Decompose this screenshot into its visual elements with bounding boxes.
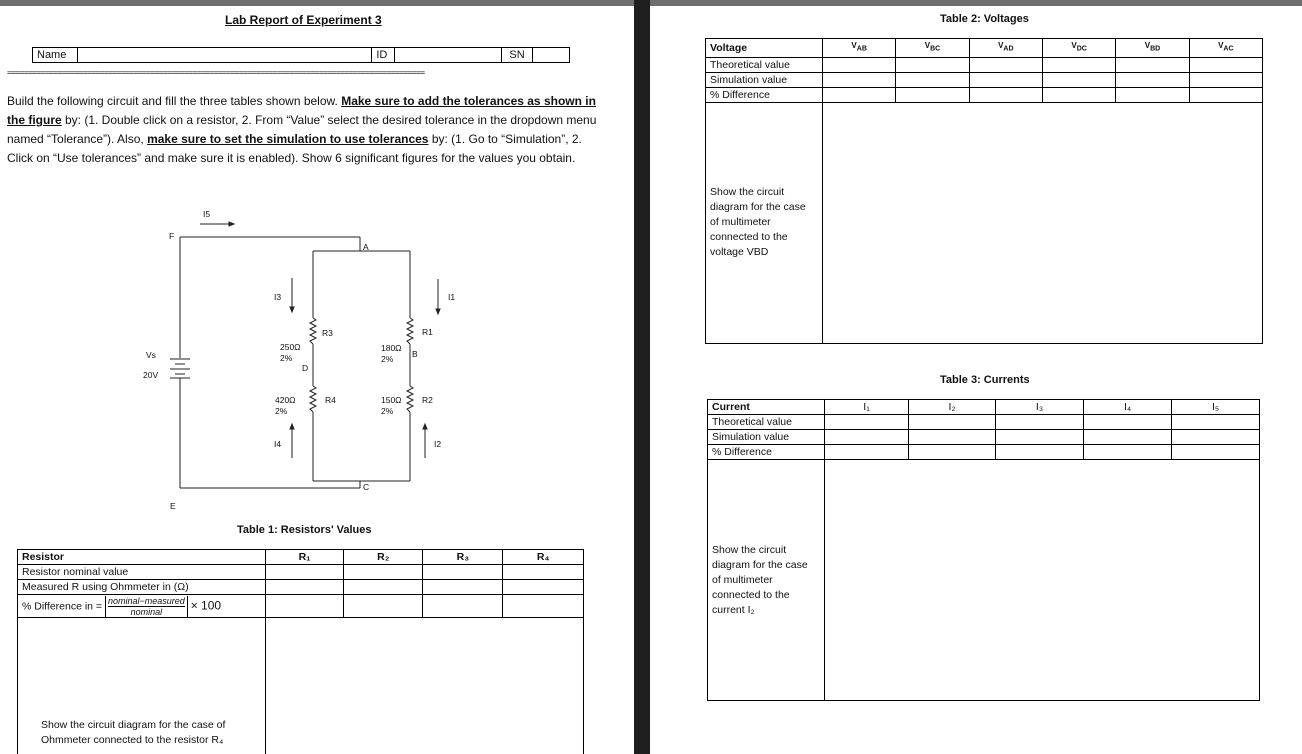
r4-name-label: R4 xyxy=(325,395,336,405)
table2-cell[interactable] xyxy=(896,87,969,102)
fraction-numerator: nominal−measured xyxy=(107,595,185,606)
table2-cell[interactable] xyxy=(1116,57,1189,72)
table1-cell[interactable] xyxy=(344,565,423,580)
r4-value-label: 420Ω xyxy=(275,395,296,405)
instructions-text-3: by: (1. Go to “Simulation”, 2. Click on “Use tolerances” and make sure it is enabled). Show 6 significant figures for the values you obtain. xyxy=(7,132,582,165)
table3-cell[interactable] xyxy=(1084,445,1172,460)
current-i4-label: I4 xyxy=(274,439,282,449)
left-page xyxy=(0,6,634,754)
table1-cell[interactable] xyxy=(423,565,503,580)
table1-cell[interactable] xyxy=(503,595,584,618)
table1-cell[interactable] xyxy=(344,595,423,618)
current-i5-label: I5 xyxy=(203,209,211,219)
table1-cell[interactable] xyxy=(266,595,344,618)
table1-cell[interactable] xyxy=(266,565,344,580)
sn-label: SN xyxy=(502,48,533,63)
table1-drawing-area[interactable] xyxy=(266,618,584,754)
page-divider xyxy=(634,0,650,754)
table1-header: Resistor xyxy=(18,550,266,565)
node-d-label: D xyxy=(302,363,309,373)
r4-tolerance-label: 2% xyxy=(275,406,288,416)
table2-row-label: Theoretical value xyxy=(706,57,823,72)
right-page xyxy=(650,6,1302,754)
table1-col-r1: R₁ xyxy=(266,550,344,565)
table3-cell[interactable] xyxy=(1172,445,1260,460)
table3-cell[interactable] xyxy=(1084,415,1172,430)
table3-note: Show the circuit diagram for the case of multimeter connected to the current I₂ xyxy=(712,543,808,616)
table2-cell[interactable] xyxy=(823,72,896,87)
table1-cell[interactable] xyxy=(423,595,503,618)
table1-cell[interactable] xyxy=(503,580,584,595)
current-i3-label: I3 xyxy=(274,292,282,302)
table3-note-cell xyxy=(708,460,825,701)
r1-name-label: R1 xyxy=(422,327,433,337)
table2-row-label: % Difference xyxy=(706,87,823,102)
source-name-label: Vs xyxy=(146,350,156,360)
table3-col-i5: I₅ xyxy=(1172,400,1260,415)
circuit-diagram xyxy=(0,6,634,526)
table3-cell[interactable] xyxy=(995,415,1083,430)
table2-col-vbd: $V_{BD}$ xyxy=(1116,39,1189,58)
table3-header: Current xyxy=(708,400,825,415)
table2-cell[interactable] xyxy=(1042,87,1115,102)
table1-note: Show the circuit diagram for the case of Ohmmeter connected to the resistor R₄ xyxy=(41,719,226,746)
diff-formula-text: % Difference in = xyxy=(22,599,103,612)
table2-header: Voltage xyxy=(706,39,823,58)
table2-col-vad: $V_{AD}$ xyxy=(969,39,1042,58)
table2-col-vac: $V_{AC}$ xyxy=(1189,39,1262,58)
resistor-r3-symbol xyxy=(310,318,316,344)
table1-cell[interactable] xyxy=(503,565,584,580)
table2-voltages xyxy=(705,38,1263,344)
table1-diff-label xyxy=(18,595,266,618)
r1-value-label: 180Ω xyxy=(381,343,402,353)
table3-cell[interactable] xyxy=(1172,415,1260,430)
table1-col-r4: R₄ xyxy=(503,550,584,565)
table3-currents xyxy=(707,399,1260,701)
table2-cell[interactable] xyxy=(1189,57,1262,72)
instructions-emphasis-2: make sure to set the simulation to use tolerances xyxy=(147,132,429,146)
table2-col-vbc: $V_{BC}$ xyxy=(896,39,969,58)
table3-col-i2: I₂ xyxy=(909,400,996,415)
current-i1-label: I1 xyxy=(448,292,456,302)
resistor-r4-symbol xyxy=(310,386,316,412)
table2-cell[interactable] xyxy=(823,87,896,102)
node-b-label: B xyxy=(412,349,418,359)
table3-cell[interactable] xyxy=(909,445,996,460)
id-label: ID xyxy=(372,48,395,63)
table2-cell[interactable] xyxy=(1042,57,1115,72)
node-a-label: A xyxy=(363,242,369,252)
table3-cell[interactable] xyxy=(909,430,996,445)
table3-row-label: Simulation value xyxy=(708,430,825,445)
table2-cell[interactable] xyxy=(969,87,1042,102)
current-i2-label: I2 xyxy=(434,439,442,449)
table2-cell[interactable] xyxy=(1116,72,1189,87)
diff-formula-fraction xyxy=(105,596,188,617)
separator-line: =================================================================================================== xyxy=(7,68,425,77)
instructions-text-2: by: (1. Double click on a resistor, 2. From “Value” select the desired tolerance in the dropdown menu named “Tolerance”). Also, xyxy=(7,113,597,146)
table1-col-r3: R₃ xyxy=(423,550,503,565)
source-value-label: 20V xyxy=(143,370,159,380)
table2-note: Show the circuit diagram for the case of multimeter connected to the voltage VBD xyxy=(710,186,806,259)
table1-row-label: Measured R using Ohmmeter in (Ω) xyxy=(18,580,266,595)
table3-col-i3: I₃ xyxy=(995,400,1083,415)
table3-title: Table 3: Currents xyxy=(940,374,1030,386)
resistor-r1-symbol xyxy=(407,318,413,344)
table3-col-i1: I₁ xyxy=(825,400,909,415)
node-e-label: E xyxy=(170,501,176,511)
table3-row-label: Theoretical value xyxy=(708,415,825,430)
report-title: Lab Report of Experiment 3 xyxy=(225,13,382,27)
table2-cell[interactable] xyxy=(1116,87,1189,102)
table1-title: Table 1: Resistors' Values xyxy=(237,524,372,536)
table2-cell[interactable] xyxy=(969,57,1042,72)
name-label: Name xyxy=(33,48,78,63)
table3-cell[interactable] xyxy=(1084,430,1172,445)
table1-note-cell xyxy=(18,618,266,754)
diff-formula-times: × 100 xyxy=(190,597,222,612)
node-f-label: F xyxy=(169,231,175,241)
table3-cell[interactable] xyxy=(825,430,909,445)
table2-cell[interactable] xyxy=(1042,72,1115,87)
table2-cell[interactable] xyxy=(969,72,1042,87)
table2-drawing-area[interactable] xyxy=(823,102,1263,343)
table2-title: Table 2: Voltages xyxy=(940,13,1029,25)
r3-value-label: 250Ω xyxy=(280,342,301,352)
table3-cell[interactable] xyxy=(825,415,909,430)
table1-cell[interactable] xyxy=(344,580,423,595)
table2-row-label: Simulation value xyxy=(706,72,823,87)
r2-value-label: 150Ω xyxy=(381,395,402,405)
table3-cell[interactable] xyxy=(825,445,909,460)
table3-cell[interactable] xyxy=(995,430,1083,445)
table3-cell[interactable] xyxy=(909,415,996,430)
node-c-label: C xyxy=(363,482,370,492)
table2-cell[interactable] xyxy=(1189,72,1262,87)
r2-name-label: R2 xyxy=(422,395,433,405)
table1-col-r2: R₂ xyxy=(344,550,423,565)
r2-tolerance-label: 2% xyxy=(381,406,394,416)
fraction-denominator: nominal xyxy=(130,606,163,617)
resistor-r2-symbol xyxy=(407,386,413,412)
table3-drawing-area[interactable] xyxy=(825,460,1260,701)
table3-cell[interactable] xyxy=(1172,430,1260,445)
table1-resistors xyxy=(17,549,584,754)
table1-cell[interactable] xyxy=(266,580,344,595)
table3-col-i4: I₄ xyxy=(1084,400,1172,415)
instructions-emphasis-1: Make sure to add the tolerances as shown in the figure xyxy=(7,94,596,127)
r3-name-label: R3 xyxy=(322,328,333,338)
table3-cell[interactable] xyxy=(995,445,1083,460)
table2-cell[interactable] xyxy=(823,57,896,72)
table2-col-vab: $V_{AB}$ xyxy=(823,39,896,58)
battery-symbol xyxy=(170,359,190,378)
table1-row-label: Resistor nominal value xyxy=(18,565,266,580)
instructions-text-1: Build the following circuit and fill the three tables shown below. xyxy=(7,94,342,108)
r3-tolerance-label: 2% xyxy=(280,353,293,363)
table2-cell[interactable] xyxy=(896,72,969,87)
r1-tolerance-label: 2% xyxy=(381,354,394,364)
table2-note-cell xyxy=(706,102,823,343)
table2-col-vdc: $V_{DC}$ xyxy=(1042,39,1115,58)
table3-row-label: % Difference xyxy=(708,445,825,460)
table1-cell[interactable] xyxy=(423,580,503,595)
table2-cell[interactable] xyxy=(1189,87,1262,102)
table2-cell[interactable] xyxy=(896,57,969,72)
